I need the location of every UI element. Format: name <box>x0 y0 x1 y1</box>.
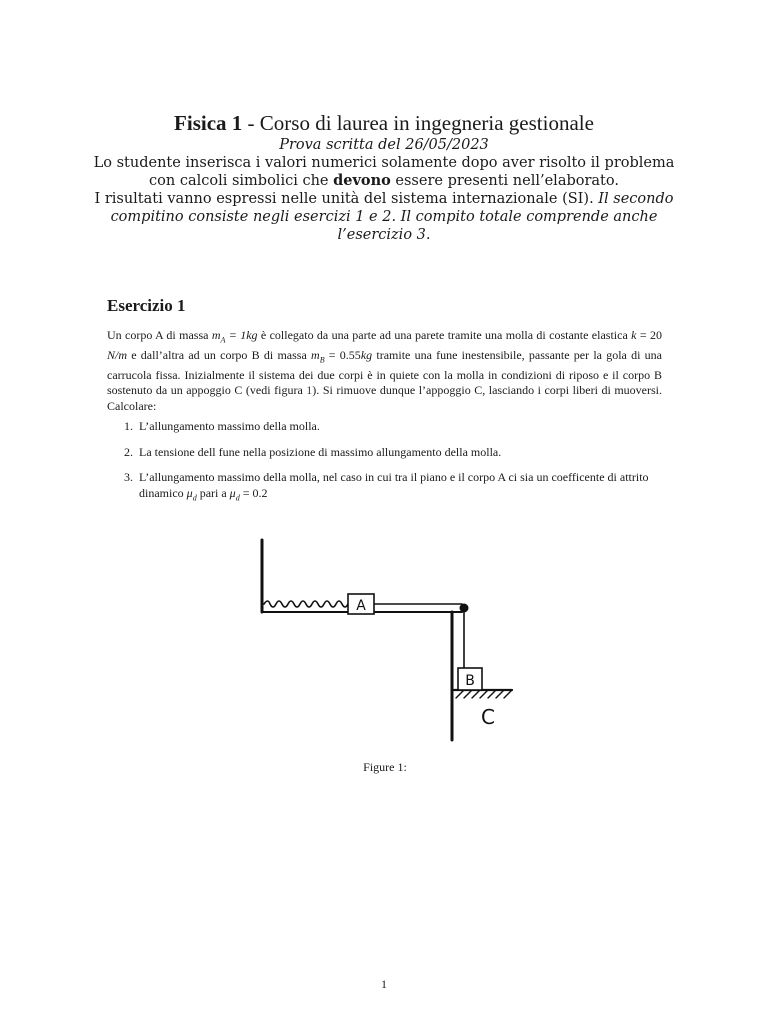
course-description: - Corso di laurea in ingegneria gestionale <box>242 111 594 135</box>
item-text: La tensione dell fune nella posizione di massimo allungamento della molla. <box>139 444 502 459</box>
block-a-label: A <box>356 598 366 614</box>
exercise-title: Esercizio 1 <box>107 296 186 315</box>
support-hatching <box>456 690 512 698</box>
list-item <box>107 419 662 435</box>
spring-constant-value: k <box>631 328 637 342</box>
list-item <box>107 470 662 505</box>
list-item <box>107 445 662 461</box>
spring <box>264 601 348 607</box>
document-header <box>80 110 688 244</box>
emphasis-devono: devono <box>333 172 391 189</box>
instructions-line-1: Lo studente inserisca i valori numerici solamente dopo aver risolto il problema con calcoli simbolici che devono essere presenti nell’elaborato. <box>93 155 675 189</box>
figure-reference-link[interactable]: 1 <box>306 383 313 398</box>
item-text: L’allungamento massimo della molla. <box>139 419 320 433</box>
item-number: 2. <box>124 444 133 459</box>
figure-caption: Figure 1: <box>363 760 407 774</box>
mass-a-value: $m_A = 1kg$ <box>211 328 258 345</box>
page-number: 1 <box>381 977 387 991</box>
exercise-text: Un corpo A di massa $m_A = 1kg$ è collegato da una parte ad una parete tramite una molla di costante elastica k = 20 N/m e dall’altra ad un corpo B di massa $m_B = 0.55kg$ tramite una fune inestensibile, passante per la gola di una carrucola fissa. Inizialmente il sistema dei due corpi è in quiete con la molla in condizioni di riposo e il corpo B sostenuto da un appoggio C (vedi figura 1). Si rimuove dunque l’appoggio C, lasciando i corpi liberi di muoversi. Calcolare: <box>107 328 662 413</box>
item-number: 3. <box>124 470 133 484</box>
course-name: Fisica 1 <box>174 111 243 135</box>
exam-date: Prova scritta del 26/05/2023 <box>279 137 489 153</box>
instructions-line-2: I risultati vanno espressi nelle unità del sistema internazionale (SI). Il secondo compitino consiste negli esercizi 1 e 2. Il compito totale comprende anche l’esercizio 3. <box>94 191 674 243</box>
block-b-label: B <box>465 673 475 689</box>
support-c-label: C <box>481 705 495 729</box>
friction-symbol: $\mu_d$ <box>186 485 197 502</box>
item-text: L’allungamento massimo della molla, nel caso in cui tra il piano e il corpo A ci sia un coefficente di attrito dinamico $\mu_d$ pari a $\mu_d = 0.2$ <box>139 470 649 502</box>
page-title <box>80 110 688 136</box>
mechanics-diagram <box>250 534 520 748</box>
mass-b-value: $m_B$ <box>311 347 325 365</box>
item-number: 1. <box>124 419 133 433</box>
question-list <box>107 419 662 515</box>
instructions-italic: Il secondo compitino consiste negli esercizi 1 e 2. Il compito totale comprende anche l’esercizio 3. <box>110 191 674 243</box>
friction-value: $\mu_d$ <box>229 485 240 502</box>
